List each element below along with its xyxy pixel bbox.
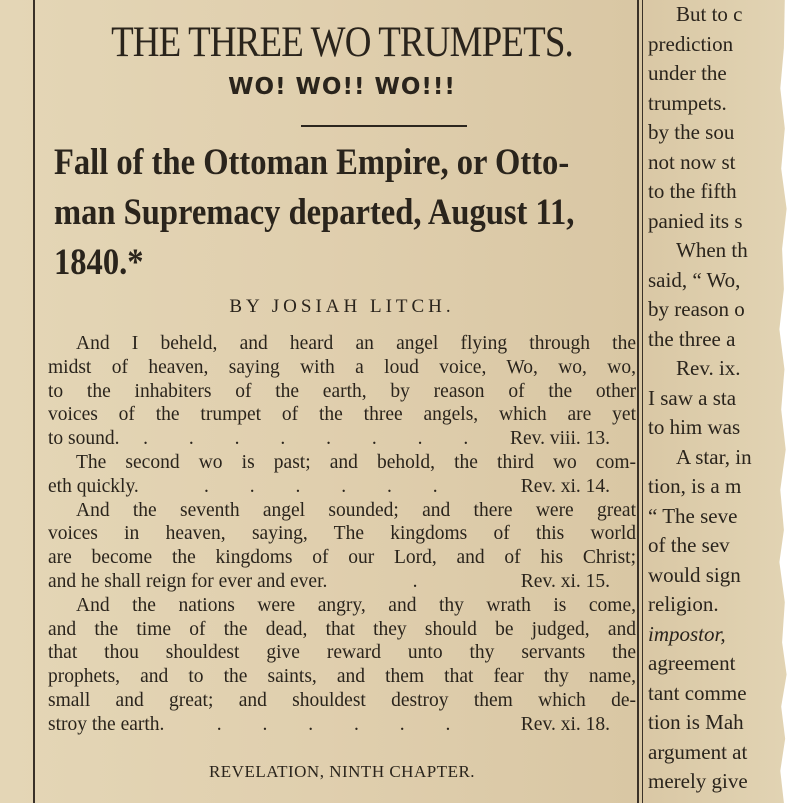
text-line: to him was — [648, 415, 741, 439]
text-line: agreement — [648, 651, 736, 675]
title-line: 1840.* — [54, 242, 144, 283]
text-line: prophets, and to the saints, and them that fear thy name, — [48, 666, 636, 688]
text-line: small and great; and shouldest destroy them which de- — [48, 689, 636, 711]
text-line: The second wo is past; and behold, the third wo com- — [76, 451, 636, 473]
text-line: But to c — [676, 2, 743, 26]
headline: THE THREE WO TRUMPETS. — [111, 19, 573, 66]
scripture-reference: Rev. xi. 18. — [520, 713, 610, 735]
text-line: And I beheld, and heard an angel flying through the — [76, 333, 636, 354]
text-line: voices in heaven, saying, The kingdoms of this world — [48, 523, 636, 545]
text-line: And the seventh angel sounded; and there were great — [76, 499, 636, 521]
text-line: When th — [676, 238, 748, 262]
text-line: Rev. ix. — [676, 356, 741, 380]
text-line: A star, in — [676, 444, 752, 469]
title-line: Fall of the Ottoman Empire, or Otto- — [54, 142, 570, 183]
headline-divider — [301, 125, 467, 127]
text-line: And the nations were angry, and thy wrath is come, — [76, 594, 636, 616]
reference-line — [48, 713, 636, 737]
text-line: of the sev — [648, 533, 730, 557]
reference-line — [48, 475, 636, 499]
text-line: are become the kingdoms of our Lord, and of his Christ; — [48, 547, 636, 569]
text-line: and the time of the dead, that they should be judged, and — [48, 618, 636, 640]
reference-lead: to sound. — [48, 428, 120, 450]
column-divider-rule — [637, 0, 639, 803]
text-line: religion. — [648, 592, 719, 616]
text-line: to the fifth — [648, 179, 737, 203]
scripture-reference: Rev. xi. 14. — [520, 475, 610, 497]
text-line: argument at — [648, 739, 748, 764]
text-line: midst of heaven, saying with a loud voice, Wo, wo, wo, — [48, 356, 636, 378]
text-line: not now st — [648, 149, 736, 174]
reference-line — [48, 570, 636, 594]
reference-lead: and he shall reign for ever and ever. — [48, 570, 328, 592]
leader-dots: . . . . . . — [216, 713, 469, 735]
chapter-heading: REVELATION, NINTH CHAPTER. — [208, 762, 476, 781]
scripture-reference: Rev. viii. 13. — [509, 428, 610, 450]
leader-dots: . . . . . . — [203, 475, 456, 497]
leader-dots: . — [412, 570, 436, 592]
text-line: I saw a sta — [648, 385, 737, 410]
text-line: trumpets. — [648, 90, 727, 115]
subhead: WO! WO!! WO!!! — [228, 74, 456, 100]
text-line: said, “ Wo, — [648, 267, 741, 292]
reference-line — [48, 427, 636, 451]
text-line: by the sou — [648, 120, 735, 144]
adjacent-column — [648, 0, 792, 803]
text-line: “ The seve — [648, 503, 738, 528]
text-line: by reason o — [648, 297, 745, 321]
text-line: would sign — [648, 562, 741, 587]
reference-lead: stroy the earth. — [48, 713, 165, 735]
text-line: merely give — [648, 769, 748, 793]
scripture-epigraphs — [48, 332, 636, 737]
title-line: man Supremacy departed, August 11, — [54, 192, 575, 233]
text-line: voices of the trumpet of the three angels, which are yet — [48, 404, 636, 426]
article-title — [54, 138, 600, 288]
reference-lead: eth quickly. — [48, 475, 139, 497]
text-line: the three a — [648, 326, 736, 351]
left-column-rule — [33, 0, 35, 803]
text-line: prediction — [648, 31, 734, 56]
text-line: tion is Mah — [648, 710, 744, 734]
text-line: tant comme — [648, 680, 747, 705]
column-divider-rule-thin — [642, 0, 643, 803]
text-line: tion, is a m — [648, 474, 742, 498]
text-line: panied its s — [648, 208, 743, 233]
text-line: under the — [648, 61, 727, 85]
text-line: to the inhabiters of the earth, by reason of the other — [48, 380, 636, 402]
byline: BY JOSIAH LITCH. — [229, 296, 455, 317]
scripture-reference: Rev. xi. 15. — [520, 570, 610, 592]
text-line: impostor, — [648, 621, 726, 646]
text-line: that thou shouldest give reward unto thy servants the — [48, 642, 636, 664]
leader-dots: . . . . . . . . — [143, 428, 487, 450]
